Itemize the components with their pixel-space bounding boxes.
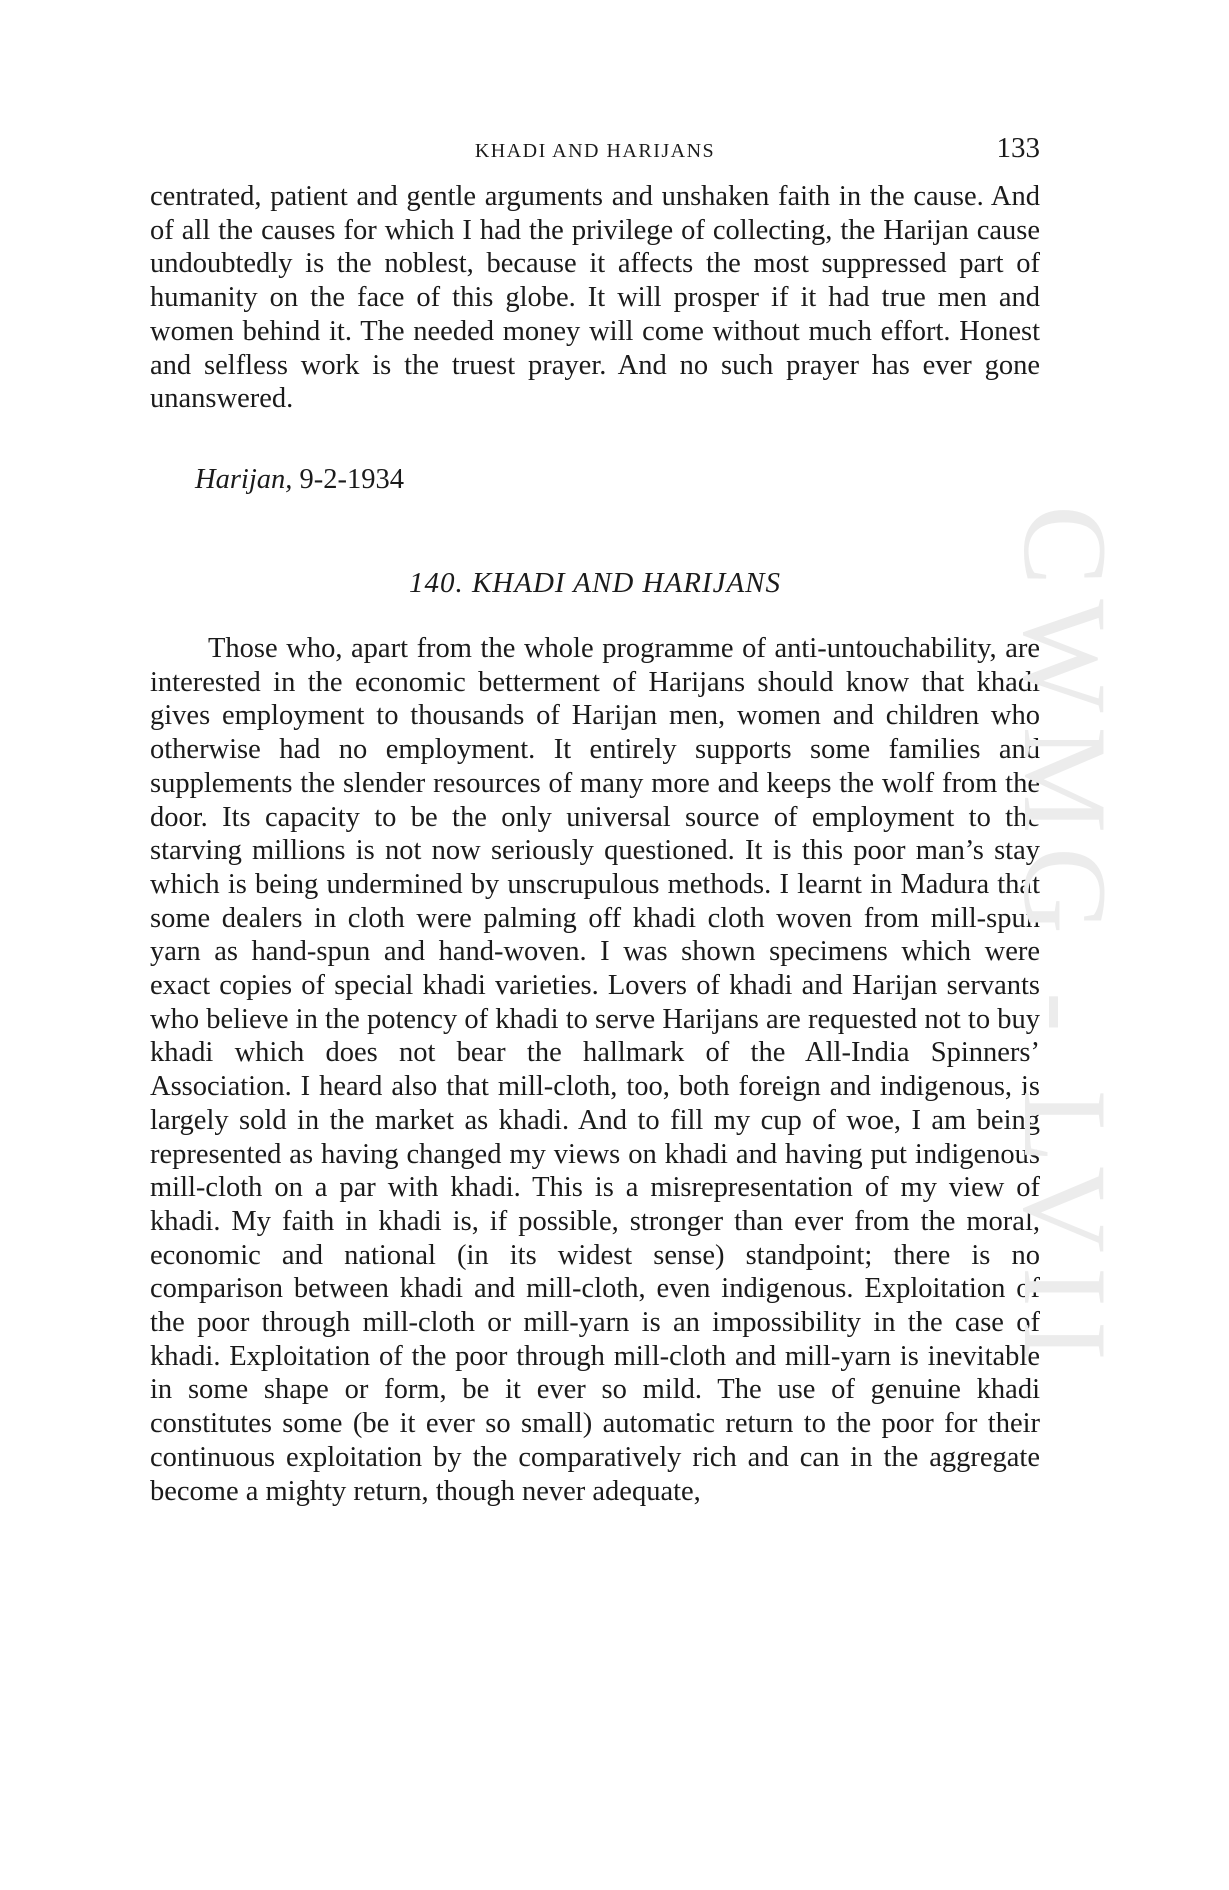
running-head [150,132,1040,172]
source-date: 9-2-1934 [299,464,404,495]
article-heading: 140. KHADI AND HARIJANS [408,567,782,599]
running-title: KHADI AND HARIJANS [474,140,716,162]
page-number: 133 [996,132,1040,164]
continuation-text: centrated, patient and gentle arguments and unshaken faith in the cause. And of all the causes for which I had the privilege of collecting, the Harijan cause undoubtedly is the noblest, because it affects the most suppressed part of humanity on the face of this globe. It will prosper if it had true men and women behind it. The needed money will come without much effort. Honest and selfless work is the truest prayer. And no such prayer has ever gone unanswered. [150,181,1040,415]
source-title: Harijan, [195,464,293,495]
article-paragraph: Those who, apart from the whole programme of anti-untouchability, are interested in the economic betterment of Harijans should know that khadi gives employment to thousands of Harijan men, women and children who otherwise had no employment. It entirely supports some families and supplements the slender resources of many more and keeps the wolf from the door. Its capacity to be the only universal source of employment to the starving millions is not now seriously questioned. It is this poor man’s stay which is being undermined by unscrupulous methods. I learnt in Madura that some dealers in cloth were palming off khadi cloth woven from mill-spun yarn as hand-spun and hand-woven. I was shown specimens which were exact copies of special khadi varieties. Lovers of khadi and Harijan servants who believe in the potency of khadi to serve Harijans are requested not to buy khadi which does not bear the hallmark of the All-India Spinners’ Association. I heard also that mill-cloth, too, both foreign and indigenous, is largely sold in the market as khadi. And to fill my cup of woe, I am being represented as having changed my views on khadi and having put indigenous mill-cloth on a par with khadi. This is a misrepresentation of my view of khadi. My faith in khadi is, if possible, stronger than ever from the moral, economic and national (in its widest sense) standpoint; there is no comparison between khadi and mill-cloth, even indigenous. Exploitation of the poor through mill-cloth or mill-yarn is an impossibility in the case of khadi. Exploitation of the poor through mill-cloth and mill-yarn is inevitable in some shape or form, be it ever so mild. The use of genuine khadi constitutes some (be it ever so small) automatic return to the poor for their continuous exploitation by the comparatively rich and can in the aggregate become a mighty return, though never adequate, [150,633,1040,1507]
watermark-text: CWMG - LVII [999,505,1132,1375]
continuation-paragraph [150,180,1040,416]
source-citation [195,463,404,497]
article-body [150,632,1040,1508]
